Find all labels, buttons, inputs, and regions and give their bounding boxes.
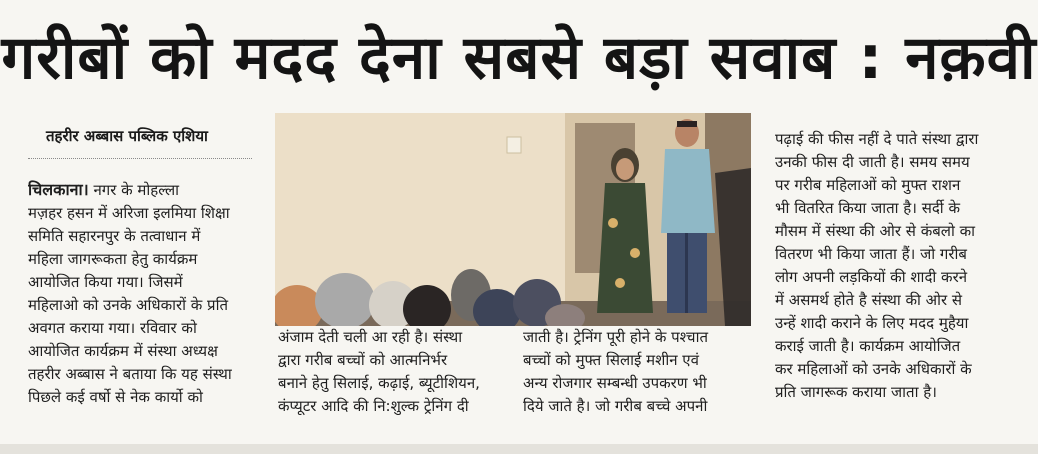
dateline: चिलकाना। <box>28 180 89 199</box>
text-line: पर गरीब महिलाओं को मुफ्त राशन <box>775 176 961 194</box>
text-line: भी वितरित किया जाता है। सर्दी के <box>775 199 960 217</box>
text-line: उनकी फीस दी जाती है। समय समय <box>775 153 970 171</box>
text-line: प्रति जागरूक कराया जाता है। <box>775 383 937 401</box>
text-line: कराई जाती है। कार्यक्रम आयोजित <box>775 337 961 355</box>
headline: गरीबों को मदद देना सबसे बड़ा सवाब : नक़वी <box>1 23 1037 93</box>
text-line: महिलाओ को उनके अधिकारों के प्रति <box>28 296 229 314</box>
text-line: मौसम में संस्था की ओर से कंबलो का <box>775 222 976 240</box>
photo-illustration <box>275 113 751 326</box>
text-line: समिति सहारनपुर के तत्वाधान में <box>28 227 201 245</box>
article-column-4 <box>775 128 1007 404</box>
text-line: महिला जागरूकता हेतु कार्यक्रम <box>28 250 198 268</box>
text-line: वितरण भी किया जाता हैं। जो गरीब <box>775 245 967 263</box>
text-line: में असमर्थ होते है संस्था की ओर से <box>775 291 963 309</box>
article-column-1 <box>28 178 256 409</box>
text-line: बनाने हेतु सिलाई, कढ़ाई, ब्यूटीशियन, <box>278 374 480 392</box>
text-line: अन्य रोजगार सम्बन्धी उपकरण भी <box>523 374 707 392</box>
page-bottom-edge <box>0 444 1038 454</box>
text-line: आयोजित कार्यक्रम में संस्था अध्यक्ष <box>28 342 218 360</box>
text-line: मज़हर हसन में अरिजा इलमिया शिक्षा <box>28 204 230 222</box>
text-line: कंप्यूटर आदि की नि:शुल्क ट्रेनिंग दी <box>278 397 469 415</box>
text-line: आयोजित किया गया। जिसमें <box>28 273 183 291</box>
text-line-content: नगर के मोहल्ला <box>88 181 180 199</box>
text-line: पिछले कई वर्षो से नेक कार्यो को <box>28 388 203 406</box>
text-line: लोग अपनी लड़कियों की शादी करने <box>775 268 968 286</box>
text-line <box>28 178 256 202</box>
article-column-3 <box>523 326 749 418</box>
text-line: पढ़ाई की फीस नहीं दे पाते संस्था द्वारा <box>775 130 979 148</box>
text-line: जाती है। ट्रेनिंग पूरी होने के पश्चात <box>523 328 709 346</box>
news-photo <box>275 113 751 326</box>
text-line: अंजाम देती चली आ रही है। संस्था <box>278 328 463 346</box>
article-column-2 <box>278 326 502 418</box>
byline-divider <box>28 158 252 159</box>
text-line: कर महिलाओं को उनके अधिकारों के <box>775 360 972 378</box>
byline: तहरीर अब्बास पब्लिक एशिया <box>46 127 208 145</box>
text-line: तहरीर अब्बास ने बताया कि यह संस्था <box>28 365 232 383</box>
text-line: बच्चों को मुफ्त सिलाई मशीन एवं <box>523 351 699 369</box>
text-line: उन्हें शादी कराने के लिए मदद मुहैया <box>775 314 969 332</box>
text-line: अवगत कराया गया। रविवार को <box>28 319 197 337</box>
text-line: द्वारा गरीब बच्चों को आत्मनिर्भर <box>278 351 448 369</box>
text-line: दिये जाते है। जो गरीब बच्चे अपनी <box>523 397 708 415</box>
